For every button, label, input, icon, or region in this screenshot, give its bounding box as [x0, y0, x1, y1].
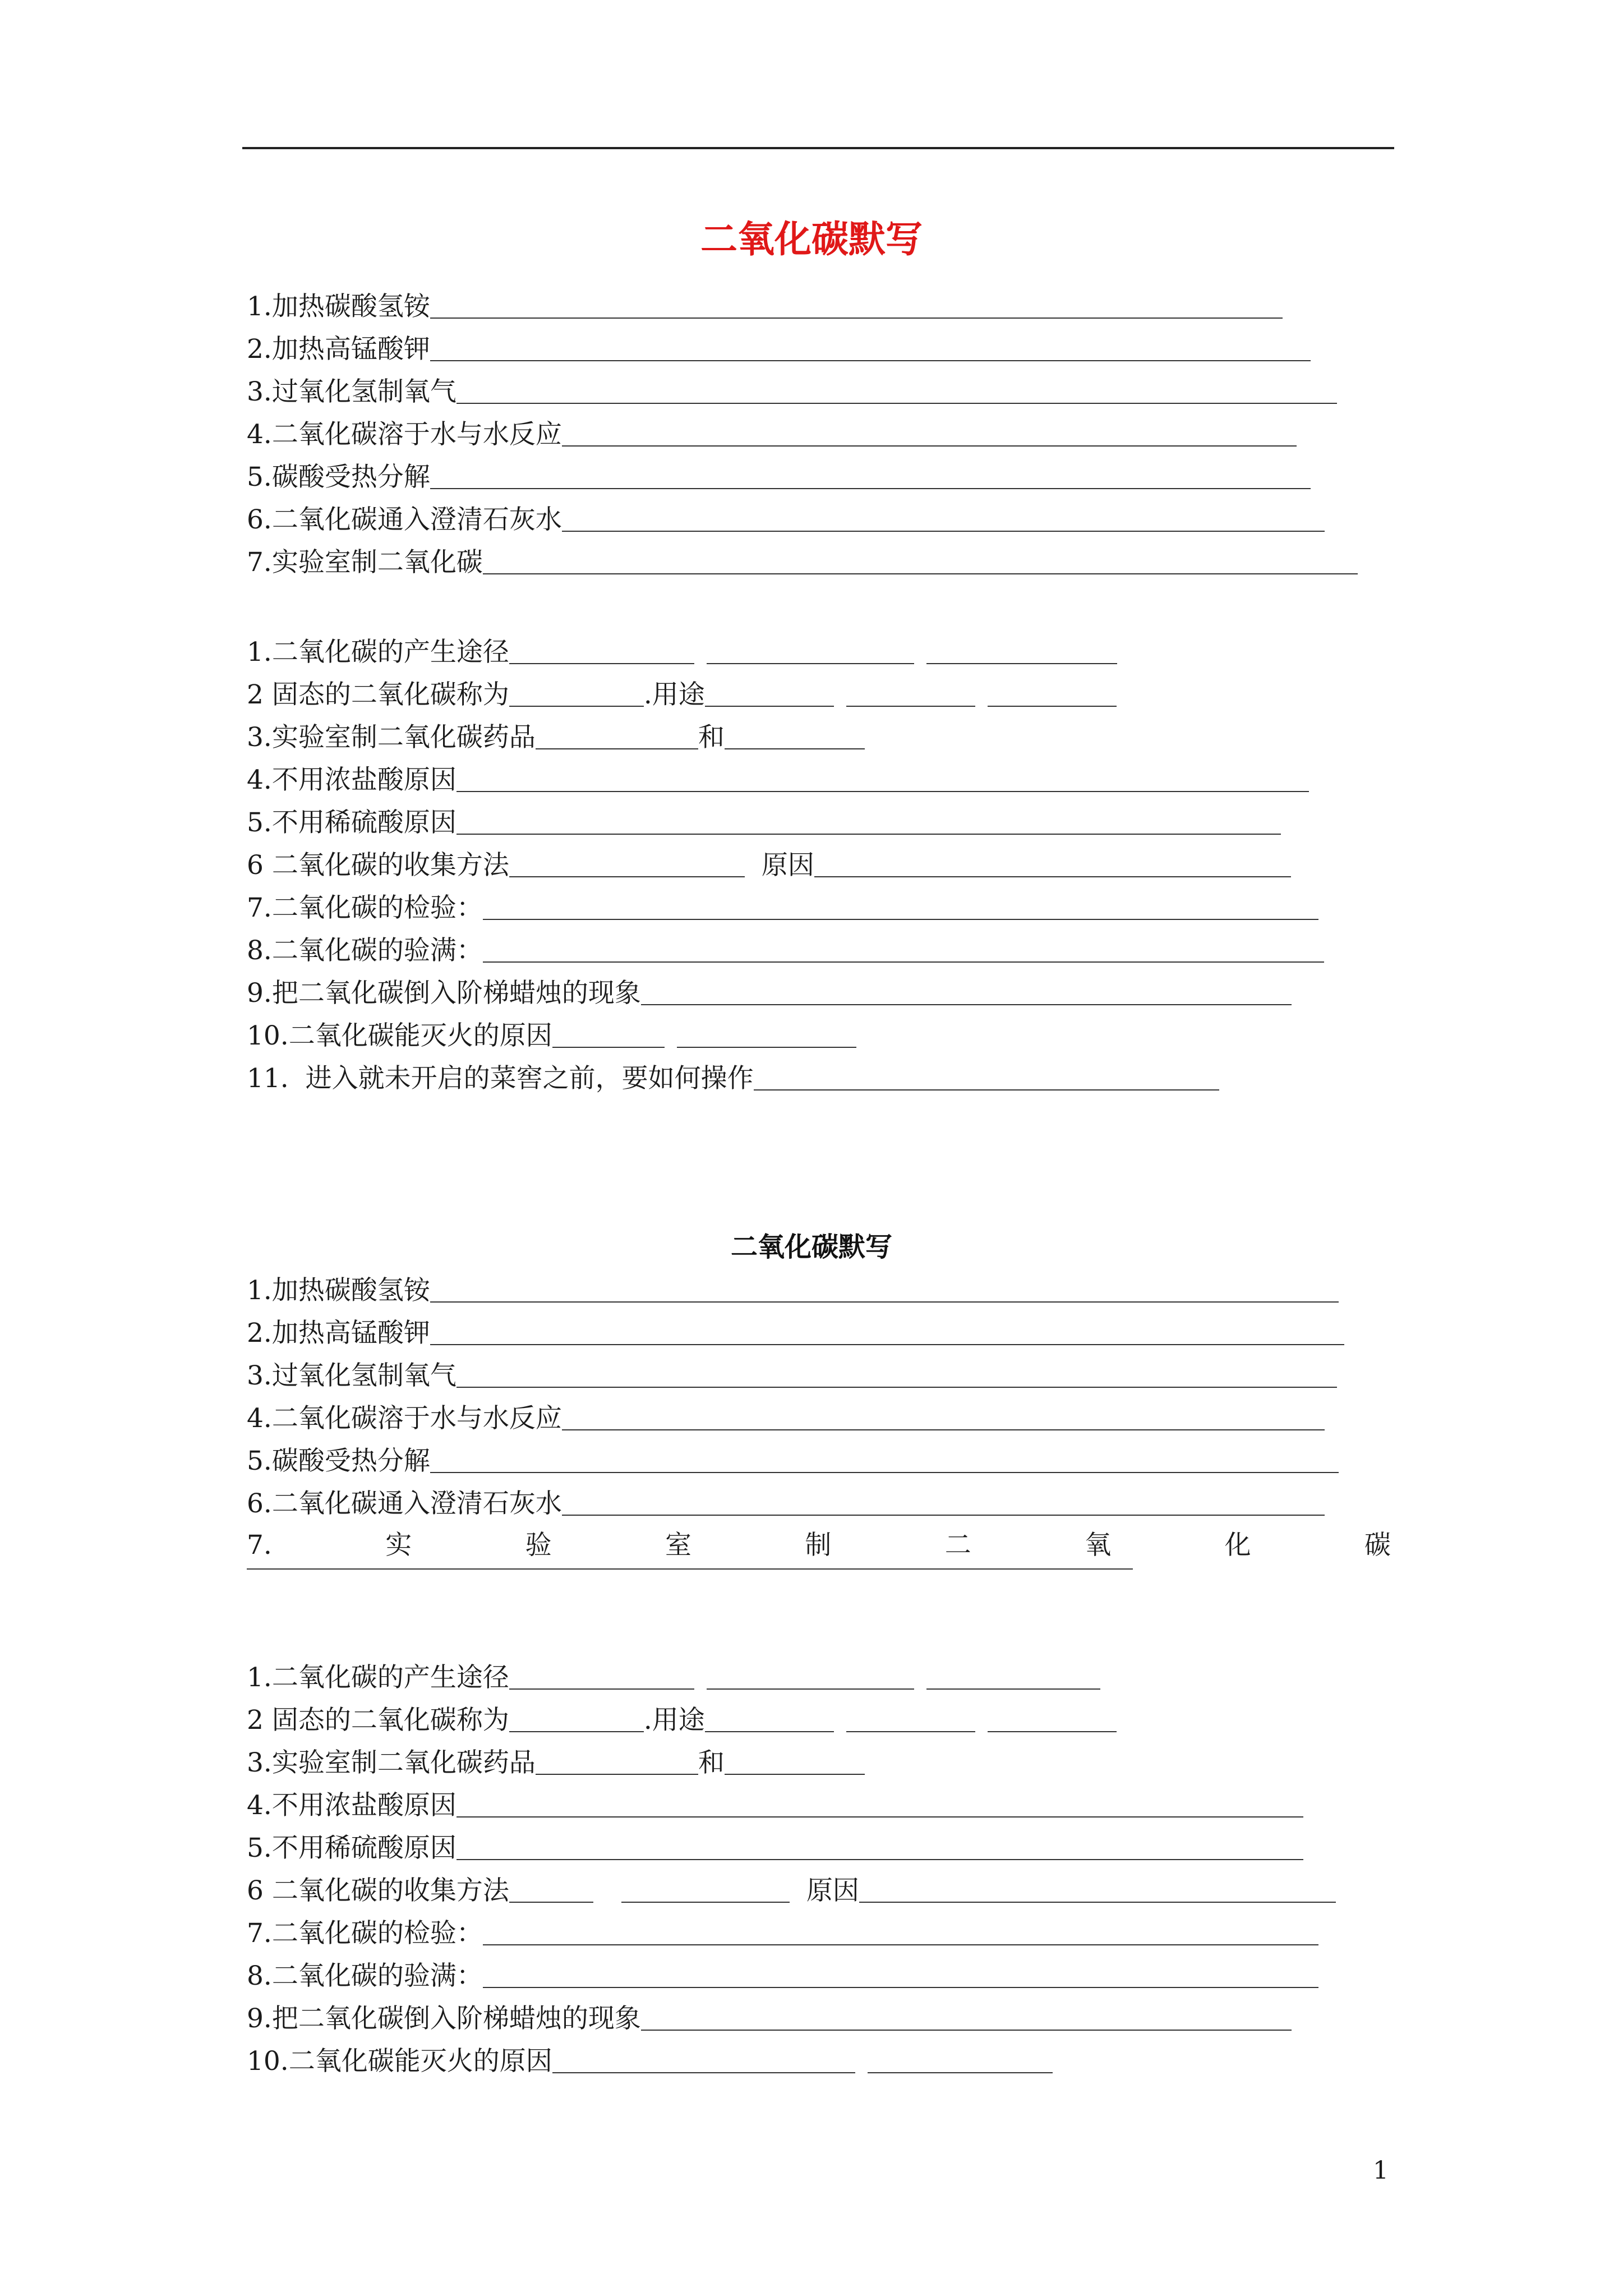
- eq-line-2: [247, 330, 1311, 369]
- q-line-6: [247, 1871, 1336, 1911]
- worksheet-b-title: 二氧化碳默写: [730, 1231, 892, 1263]
- answer-blank[interactable]: [430, 1301, 1339, 1303]
- eq-char: 碳: [1364, 1530, 1391, 1561]
- q-label: 1.二氧化碳的产生途径: [247, 1662, 509, 1693]
- q-label: 2 固态的二氧化碳称为: [247, 1705, 509, 1736]
- answer-blank[interactable]: [552, 2072, 855, 2073]
- answer-blank[interactable]: [457, 1387, 1337, 1388]
- answer-blank[interactable]: [430, 1344, 1344, 1345]
- q-line-5: [247, 1829, 1303, 1868]
- answer-blank[interactable]: [509, 876, 745, 877]
- q-line-9: [247, 974, 1292, 1013]
- eq-line-3: [247, 1356, 1337, 1396]
- answer-blank[interactable]: [725, 1774, 865, 1775]
- q-label: 10.二氧化碳能灭火的原因: [247, 1020, 552, 1051]
- q-label: 和: [698, 722, 725, 753]
- answer-blank[interactable]: [754, 1089, 1219, 1091]
- q-label: 6 二氧化碳的收集方法: [247, 1875, 509, 1906]
- eq-char: 验: [525, 1530, 552, 1561]
- answer-blank[interactable]: [430, 488, 1311, 489]
- answer-blank[interactable]: [509, 1731, 644, 1732]
- eq-label: 1.加热碳酸氢铵: [247, 291, 430, 322]
- q-label: 2 固态的二氧化碳称为: [247, 679, 509, 710]
- answer-blank[interactable]: [926, 663, 1117, 664]
- eq-line-7-spread: [247, 1526, 1391, 1565]
- answer-blank[interactable]: [707, 1688, 914, 1690]
- q-label: 4.不用浓盐酸原因: [247, 1790, 457, 1821]
- answer-blank[interactable]: [562, 1515, 1325, 1516]
- answer-blank[interactable]: [846, 706, 975, 707]
- answer-blank[interactable]: [457, 1816, 1303, 1818]
- eq-char: 7.: [247, 1530, 272, 1561]
- q-line-3: [247, 718, 865, 757]
- eq-line-1: [247, 287, 1283, 326]
- eq-line-2: [247, 1314, 1344, 1353]
- eq-label: 3.过氧化氢制氧气: [247, 376, 457, 407]
- q-label: 1.二氧化碳的产生途径: [247, 637, 509, 668]
- eq-label: 2.加热高锰酸钾: [247, 1318, 430, 1349]
- answer-blank[interactable]: [814, 876, 1291, 877]
- q-label: 原因: [761, 850, 814, 881]
- answer-blank[interactable]: [457, 1859, 1303, 1860]
- q-label: 4.不用浓盐酸原因: [247, 765, 457, 795]
- eq-char: 二: [944, 1530, 971, 1561]
- q-line-7: [247, 1914, 1318, 1953]
- eq-line-3: [247, 372, 1337, 412]
- answer-blank[interactable]: [247, 1568, 1133, 1570]
- q-label: 11. 进入就未开启的菜窖之前，要如何操作: [247, 1063, 754, 1094]
- answer-blank[interactable]: [457, 403, 1337, 404]
- answer-blank[interactable]: [536, 1774, 698, 1775]
- q-label: 6 二氧化碳的收集方法: [247, 850, 509, 881]
- q-line-1: [247, 633, 1117, 672]
- q-line-9: [247, 1999, 1292, 2039]
- eq-char: 实: [385, 1530, 412, 1561]
- q-label: 3.实验室制二氧化碳药品: [247, 722, 536, 753]
- answer-blank[interactable]: [562, 445, 1297, 447]
- q-line-2: [247, 1701, 1117, 1740]
- answer-blank[interactable]: [483, 919, 1318, 920]
- q-label: 9.把二氧化碳倒入阶梯蜡烛的现象: [247, 2003, 641, 2034]
- answer-blank[interactable]: [509, 1902, 593, 1903]
- worksheet-a-title: 二氧化碳默写: [700, 217, 923, 261]
- q-line-10: [247, 2042, 1053, 2081]
- answer-blank[interactable]: [509, 1688, 694, 1690]
- eq-char: 制: [805, 1530, 832, 1561]
- answer-blank[interactable]: [621, 1902, 790, 1903]
- answer-blank[interactable]: [725, 748, 865, 749]
- q-line-3: [247, 1743, 865, 1783]
- answer-blank[interactable]: [430, 318, 1283, 319]
- q-line-10: [247, 1016, 856, 1056]
- eq-label: 4.二氧化碳溶于水与水反应: [247, 419, 562, 450]
- eq-label: 4.二氧化碳溶于水与水反应: [247, 1403, 562, 1434]
- eq-label: 6.二氧化碳通入澄清石灰水: [247, 1488, 562, 1519]
- answer-blank[interactable]: [705, 706, 834, 707]
- q-line-7: [247, 889, 1318, 928]
- answer-blank[interactable]: [457, 834, 1281, 835]
- eq-label: 2.加热高锰酸钾: [247, 334, 430, 365]
- answer-blank[interactable]: [641, 2030, 1292, 2031]
- answer-blank[interactable]: [988, 706, 1117, 707]
- q-line-11: [247, 1059, 1219, 1098]
- eq-label: 6.二氧化碳通入澄清石灰水: [247, 504, 562, 535]
- header-rule: [242, 147, 1394, 149]
- q-line-8: [247, 1957, 1318, 1996]
- eq-line-7-blank: [247, 1568, 1133, 1577]
- eq-label: 5.碳酸受热分解: [247, 462, 430, 493]
- eq-label: 7.实验室制二氧化碳: [247, 547, 483, 578]
- q-label: .用途: [643, 679, 705, 710]
- eq-char: 化: [1224, 1530, 1251, 1561]
- q-line-5: [247, 803, 1281, 843]
- answer-blank[interactable]: [430, 360, 1311, 361]
- answer-blank[interactable]: [707, 663, 914, 664]
- answer-blank[interactable]: [483, 961, 1324, 963]
- answer-blank[interactable]: [457, 791, 1309, 792]
- q-label: 原因: [806, 1875, 859, 1906]
- answer-blank[interactable]: [562, 531, 1325, 532]
- eq-char: 室: [665, 1530, 692, 1561]
- eq-line-4: [247, 415, 1297, 454]
- answer-blank[interactable]: [562, 1429, 1325, 1430]
- answer-blank[interactable]: [552, 1047, 665, 1048]
- q-label: 8.二氧化碳的验满：: [247, 1961, 483, 1991]
- answer-blank[interactable]: [705, 1731, 834, 1732]
- eq-label: 1.加热碳酸氢铵: [247, 1275, 430, 1306]
- eq-line-5: [247, 1442, 1339, 1481]
- q-label: 8.二氧化碳的验满：: [247, 935, 483, 966]
- answer-blank[interactable]: [677, 1047, 856, 1048]
- q-label: 5.不用稀硫酸原因: [247, 807, 457, 838]
- eq-char: 氧: [1085, 1530, 1112, 1561]
- eq-line-6: [247, 500, 1325, 540]
- q-label: .用途: [643, 1705, 705, 1736]
- eq-line-4: [247, 1399, 1325, 1438]
- q-label: 3.实验室制二氧化碳药品: [247, 1747, 536, 1778]
- answer-blank[interactable]: [868, 2072, 1053, 2073]
- q-line-6: [247, 846, 1291, 885]
- answer-blank[interactable]: [536, 748, 698, 749]
- q-line-2: [247, 675, 1117, 715]
- eq-line-6: [247, 1484, 1325, 1524]
- answer-blank[interactable]: [641, 1004, 1292, 1005]
- q-label: 7.二氧化碳的检验：: [247, 1918, 483, 1949]
- q-line-1: [247, 1658, 1100, 1697]
- answer-blank[interactable]: [483, 1944, 1318, 1945]
- q-label: 5.不用稀硫酸原因: [247, 1833, 457, 1864]
- q-line-8: [247, 931, 1324, 970]
- eq-line-5: [247, 458, 1311, 497]
- q-line-4: [247, 761, 1309, 800]
- page-number: 1: [1373, 2156, 1389, 2185]
- answer-blank[interactable]: [926, 1688, 1100, 1690]
- eq-line-1: [247, 1271, 1339, 1310]
- answer-blank[interactable]: [430, 1472, 1339, 1473]
- q-label: 9.把二氧化碳倒入阶梯蜡烛的现象: [247, 978, 641, 1009]
- eq-label: 3.过氧化氢制氧气: [247, 1360, 457, 1391]
- q-label: 7.二氧化碳的检验：: [247, 892, 483, 923]
- answer-blank[interactable]: [509, 663, 694, 664]
- answer-blank[interactable]: [988, 1731, 1117, 1732]
- q-line-4: [247, 1786, 1303, 1825]
- eq-label: 5.碳酸受热分解: [247, 1446, 430, 1476]
- q-label: 10.二氧化碳能灭火的原因: [247, 2046, 552, 2077]
- answer-blank[interactable]: [859, 1902, 1336, 1903]
- q-label: 和: [698, 1747, 725, 1778]
- answer-blank[interactable]: [509, 706, 644, 707]
- answer-blank[interactable]: [846, 1731, 975, 1732]
- answer-blank[interactable]: [483, 1987, 1318, 1988]
- eq-line-7: [247, 543, 1358, 582]
- answer-blank[interactable]: [483, 573, 1358, 574]
